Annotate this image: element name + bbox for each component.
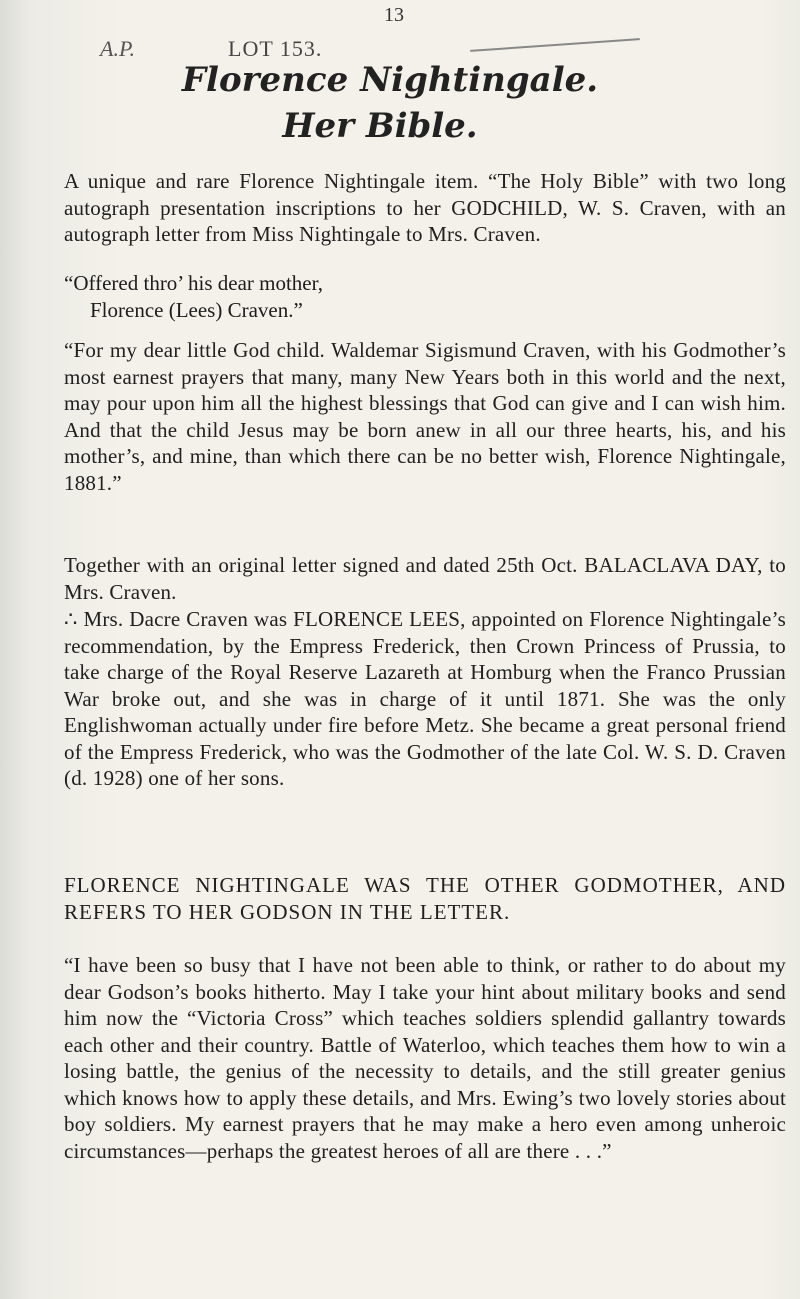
godmother-statement: FLORENCE NIGHTINGALE WAS THE OTHER GODMOTHER, AND REFERS TO HER GODSON IN THE LETTER. [64, 873, 786, 924]
page-number: 13 [384, 4, 404, 26]
pencil-stroke [470, 38, 640, 52]
title-line-2: Her Bible. [282, 106, 478, 146]
inscription-1 [64, 270, 786, 323]
inscription-1-line-1: “Offered thro’ his dear mother, [64, 271, 324, 295]
letter-note: Together with an original letter signed and dated 25th Oct. BALACLAVA DAY, to Mrs. Craven. [64, 553, 786, 604]
inscription-1-line-2: Florence (Lees) Craven.” [90, 297, 303, 322]
lot-number: LOT 153. [228, 36, 323, 61]
title-line-1: Florence Nightingale. [181, 60, 599, 100]
intro-paragraph: A unique and rare Florence Nightingale item. “The Holy Bible” with two long autograph presentation inscriptions to her GODCHILD, W. S. Craven, with an autograph letter from Miss Nightingale to Mrs. Craven. [64, 169, 786, 246]
inscription-2: “For my dear little God child. Waldemar Sigismund Craven, with his Godmother’s most earnest prayers that many, many New Years both in this world and the next, may pour upon him all the highest blessings that God can give and I can wish him. And that the child Jesus may be born anew in all our three hearts, his, and his mother’s, and mine, than which there can be no better wish, Florence Nightingale, 1881.” [64, 338, 786, 495]
pencil-annotation: A.P. [100, 36, 136, 61]
letter-quote: “I have been so busy that I have not been able to think, or rather to do about my dear Godson’s books hitherto. May I take your hint about military books and send him now the “Victoria Cross” which teaches soldiers splendid gallantry towards each other and their country. Battle of Waterloo, which teaches them how to win a losing battle, the genius of the necessity to details, and the still greater genius which knows how to apply these details, and Mrs. Ewing’s two lovely stories about boy soldiers. My earnest prayers that he may make a hero even among unheroic circumstances—perhaps the greatest heroes of all are there . . .” [64, 953, 786, 1163]
craven-note: ∴ Mrs. Dacre Craven was FLORENCE LEES, appointed on Florence Nightingale’s recommendation, by the Empress Frederick, then Crown Princess of Prussia, to take charge of the Royal Reserve Lazareth at Homburg when the Franco Prussian War broke out, and she was in charge of it until 1871. She was the only Englishwoman actually under fire before Metz. She became a great personal friend of the Empress Frederick, who was the Godmother of the late Col. W. S. D. Craven (d. 1928) one of her sons. [64, 607, 786, 790]
